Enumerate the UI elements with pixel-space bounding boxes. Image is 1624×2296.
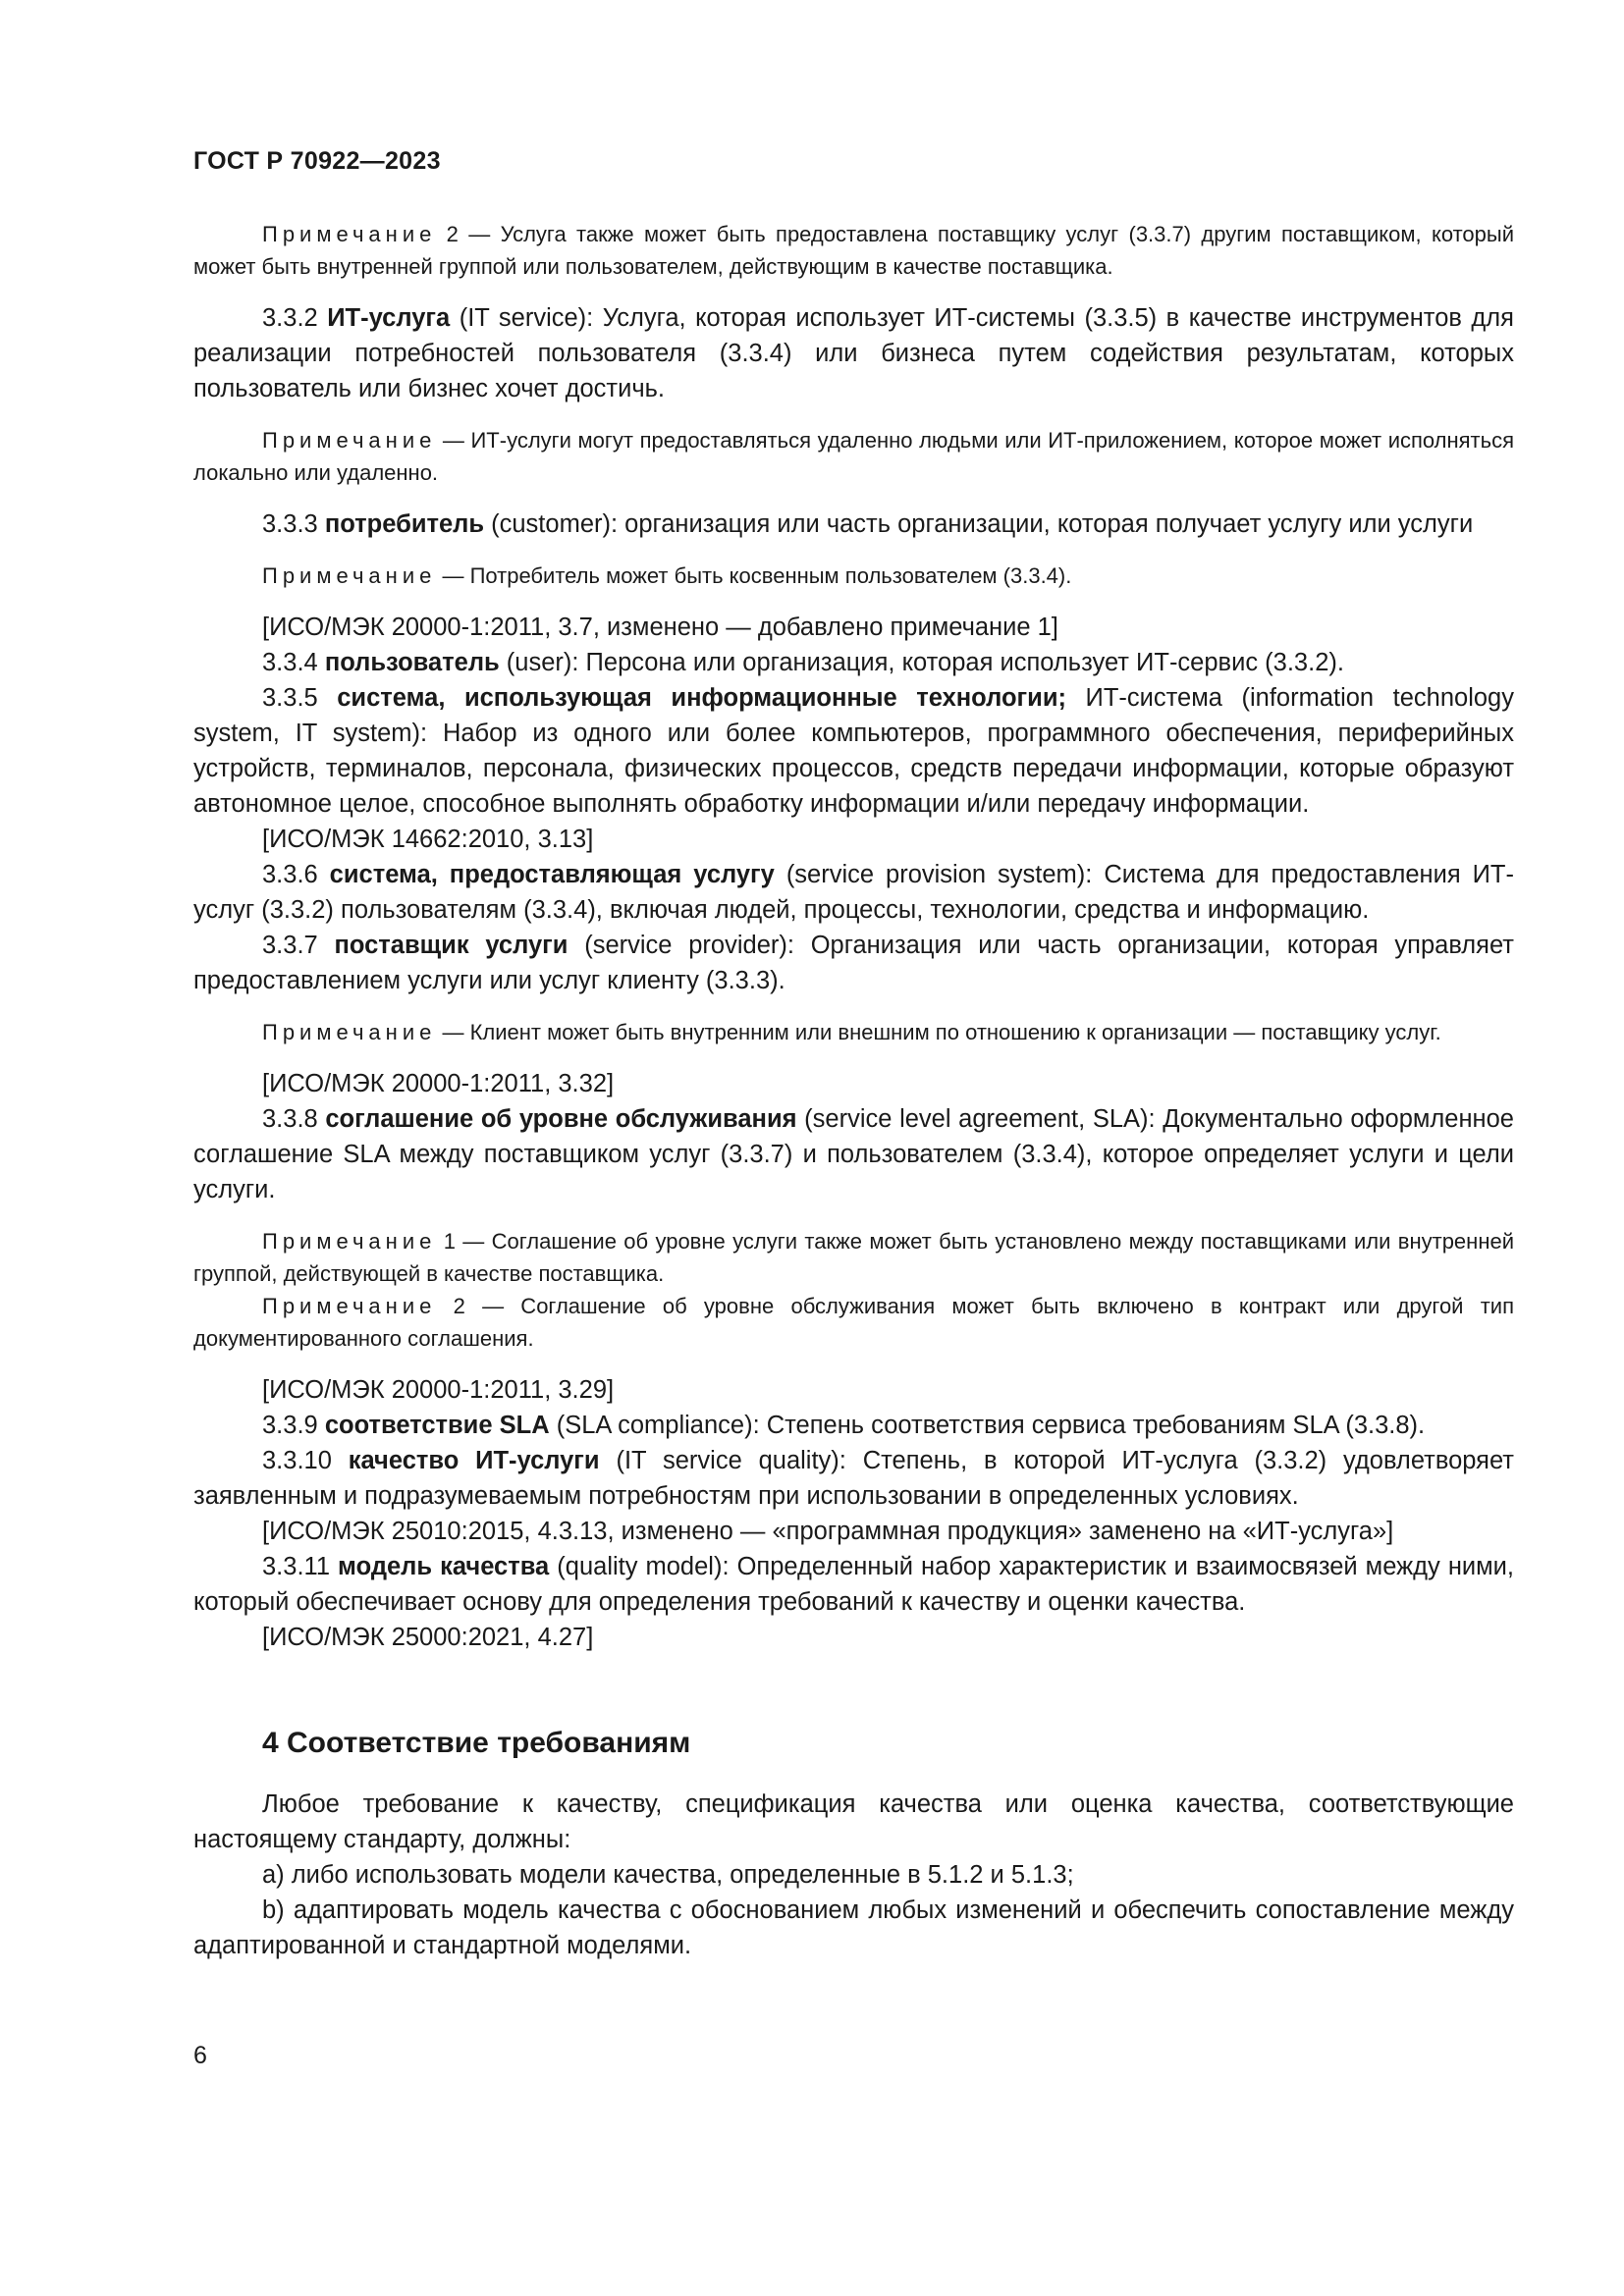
term-name: соответствие SLA	[324, 1412, 550, 1439]
term-3-3-8	[193, 1101, 1514, 1207]
term-name: система, использующая информационные технологии;	[337, 684, 1066, 712]
term-number: 3.3.10	[262, 1447, 349, 1474]
term-number: 3.3.2	[262, 304, 328, 332]
note-text: 2 — Соглашение об уровне обслуживания может быть включено в контракт или другой тип документированного соглашения.	[193, 1294, 1514, 1351]
term-name: ИТ-услуга	[327, 304, 451, 332]
note-text: — Потребитель может быть косвенным пользователем (3.3.4).	[436, 563, 1072, 588]
term-3-3-11	[193, 1549, 1514, 1620]
note-3-3-2	[193, 424, 1514, 489]
document-header: ГОСТ Р 70922—2023	[193, 147, 441, 175]
note-3-3-7	[193, 1016, 1514, 1048]
term-3-3-4	[193, 645, 1514, 680]
term-3-3-10	[193, 1443, 1514, 1514]
page-number: 6	[193, 2042, 207, 2069]
term-definition: (service provider): Организация или часть организации, которая управляет предоставлением услуги или услуг клиенту (3.3.3).	[193, 932, 1514, 994]
term-name: потребитель	[324, 510, 485, 538]
note-label: Примечание	[262, 1294, 437, 1318]
note-3-3-1-2	[193, 218, 1514, 283]
term-name: пользователь	[324, 649, 500, 676]
note-label: Примечание	[262, 563, 437, 588]
note-3-3-3	[193, 560, 1514, 592]
note-text: 1 — Соглашение об уровне услуги также может быть установлено между поставщиками или внутренней группой, действующей в качестве поставщика.	[193, 1229, 1514, 1286]
term-definition: (user): Персона или организация, которая использует ИТ-сервис (3.3.2).	[499, 649, 1344, 676]
note-3-3-8-2	[193, 1290, 1514, 1355]
term-3-3-5	[193, 680, 1514, 822]
note-3-3-8-1	[193, 1225, 1514, 1290]
term-name: поставщик услуги	[334, 932, 568, 959]
term-definition: (service provision system): Система для предоставления ИТ-услуг (3.3.2) пользователям (3.3.4), включая людей, процессы, технологии, средства и информацию.	[193, 861, 1514, 924]
term-definition: (IT service): Услуга, которая использует ИТ-системы (3.3.5) в качестве инструментов для реализации потребностей пользователя (3.3.4) или бизнеса путем содействия результатам, которых пользователь или бизнес хочет достичь.	[193, 304, 1514, 402]
term-number: 3.3.4	[262, 649, 325, 676]
term-number: 3.3.5	[262, 684, 338, 712]
term-definition: (customer): организация или часть организации, которая получает услугу или услуги	[484, 510, 1474, 538]
term-3-3-9	[193, 1408, 1514, 1443]
source-3-3-5: [ИСО/МЭК 14662:2010, 3.13]	[262, 826, 594, 853]
source-3-3-3: [ИСО/МЭК 20000-1:2011, 3.7, изменено — добавлено примечание 1]	[262, 614, 1058, 641]
note-label: Примечание	[262, 428, 437, 453]
term-name: соглашение об уровне обслуживания	[325, 1105, 797, 1133]
term-3-3-7	[193, 928, 1514, 998]
note-label: Примечание	[262, 1020, 437, 1044]
term-number: 3.3.8	[262, 1105, 326, 1133]
source-3-3-8: [ИСО/МЭК 20000-1:2011, 3.29]	[262, 1376, 615, 1404]
note-text: — ИТ-услуги могут предоставляться удаленно людьми или ИТ-приложением, которое может исполняться локально или удаленно.	[193, 428, 1514, 485]
term-3-3-3	[193, 507, 1514, 542]
term-name: система, предоставляющая услугу	[329, 861, 775, 888]
note-label: Примечание	[262, 1229, 437, 1254]
section-4-item-a: а) либо использовать модели качества, определенные в 5.1.2 и 5.1.3;	[262, 1861, 1074, 1889]
section-4-item-b: b) адаптировать модель качества с обоснованием любых изменений и обеспечить сопоставление между адаптированной и стандартной моделями.	[193, 1896, 1514, 1959]
note-text: — Клиент может быть внутренним или внешним по отношению к организации — поставщику услуг.	[436, 1020, 1441, 1044]
document-body	[193, 218, 1514, 1963]
term-number: 3.3.7	[262, 932, 335, 959]
section-4-intro: Любое требование к качеству, спецификация качества или оценка качества, соответствующие настоящему стандарту, должны:	[193, 1790, 1514, 1853]
source-3-3-11: [ИСО/МЭК 25000:2021, 4.27]	[262, 1624, 594, 1651]
note-text: 2 — Услуга также может быть предоставлена поставщику услуг (3.3.7) другим поставщиком, который может быть внутренней группой или пользователем, действующим в качестве поставщика.	[193, 222, 1514, 279]
source-3-3-7: [ИСО/МЭК 20000-1:2011, 3.32]	[262, 1070, 615, 1097]
source-3-3-10: [ИСО/МЭК 25010:2015, 4.3.13, изменено — «программная продукция» заменено на «ИТ-услуга»]	[262, 1518, 1394, 1545]
term-definition: (IT service quality): Степень, в которой ИТ-услуга (3.3.2) удовлетворяет заявленным и подразумеваемым потребностям при использовании в определенных условиях.	[193, 1447, 1514, 1510]
term-3-3-2	[193, 300, 1514, 406]
term-definition: ИТ-система (information technology system, IT system): Набор из одного или более компьютеров, программного обеспечения, периферийных устройств, терминалов, персонала, физических процессов, средств передачи информации, которые образуют автономное целое, способное выполнять обработку информации и/или передачу информации.	[193, 684, 1514, 818]
term-number: 3.3.9	[262, 1412, 325, 1439]
term-number: 3.3.3	[262, 510, 325, 538]
term-name: модель качества	[338, 1553, 550, 1580]
term-definition: (quality model): Определенный набор характеристик и взаимосвязей между ними, который обеспечивает основу для определения требований к качеству и оценки качества.	[193, 1553, 1515, 1616]
term-number: 3.3.6	[262, 861, 330, 888]
term-number: 3.3.11	[262, 1553, 339, 1580]
term-definition: (SLA compliance): Степень соответствия сервиса требованиям SLA (3.3.8).	[549, 1412, 1426, 1439]
note-label: Примечание	[262, 222, 437, 246]
term-3-3-6	[193, 857, 1514, 928]
term-name: качество ИТ-услуги	[348, 1447, 600, 1474]
term-definition: (service level agreement, SLA): Документально оформленное соглашение SLA между поставщиком услуг (3.3.7) и пользователем (3.3.4), которое определяет услуги и цели услуги.	[193, 1105, 1514, 1203]
section-4-title: 4 Соответствие требованиям	[262, 1727, 691, 1759]
